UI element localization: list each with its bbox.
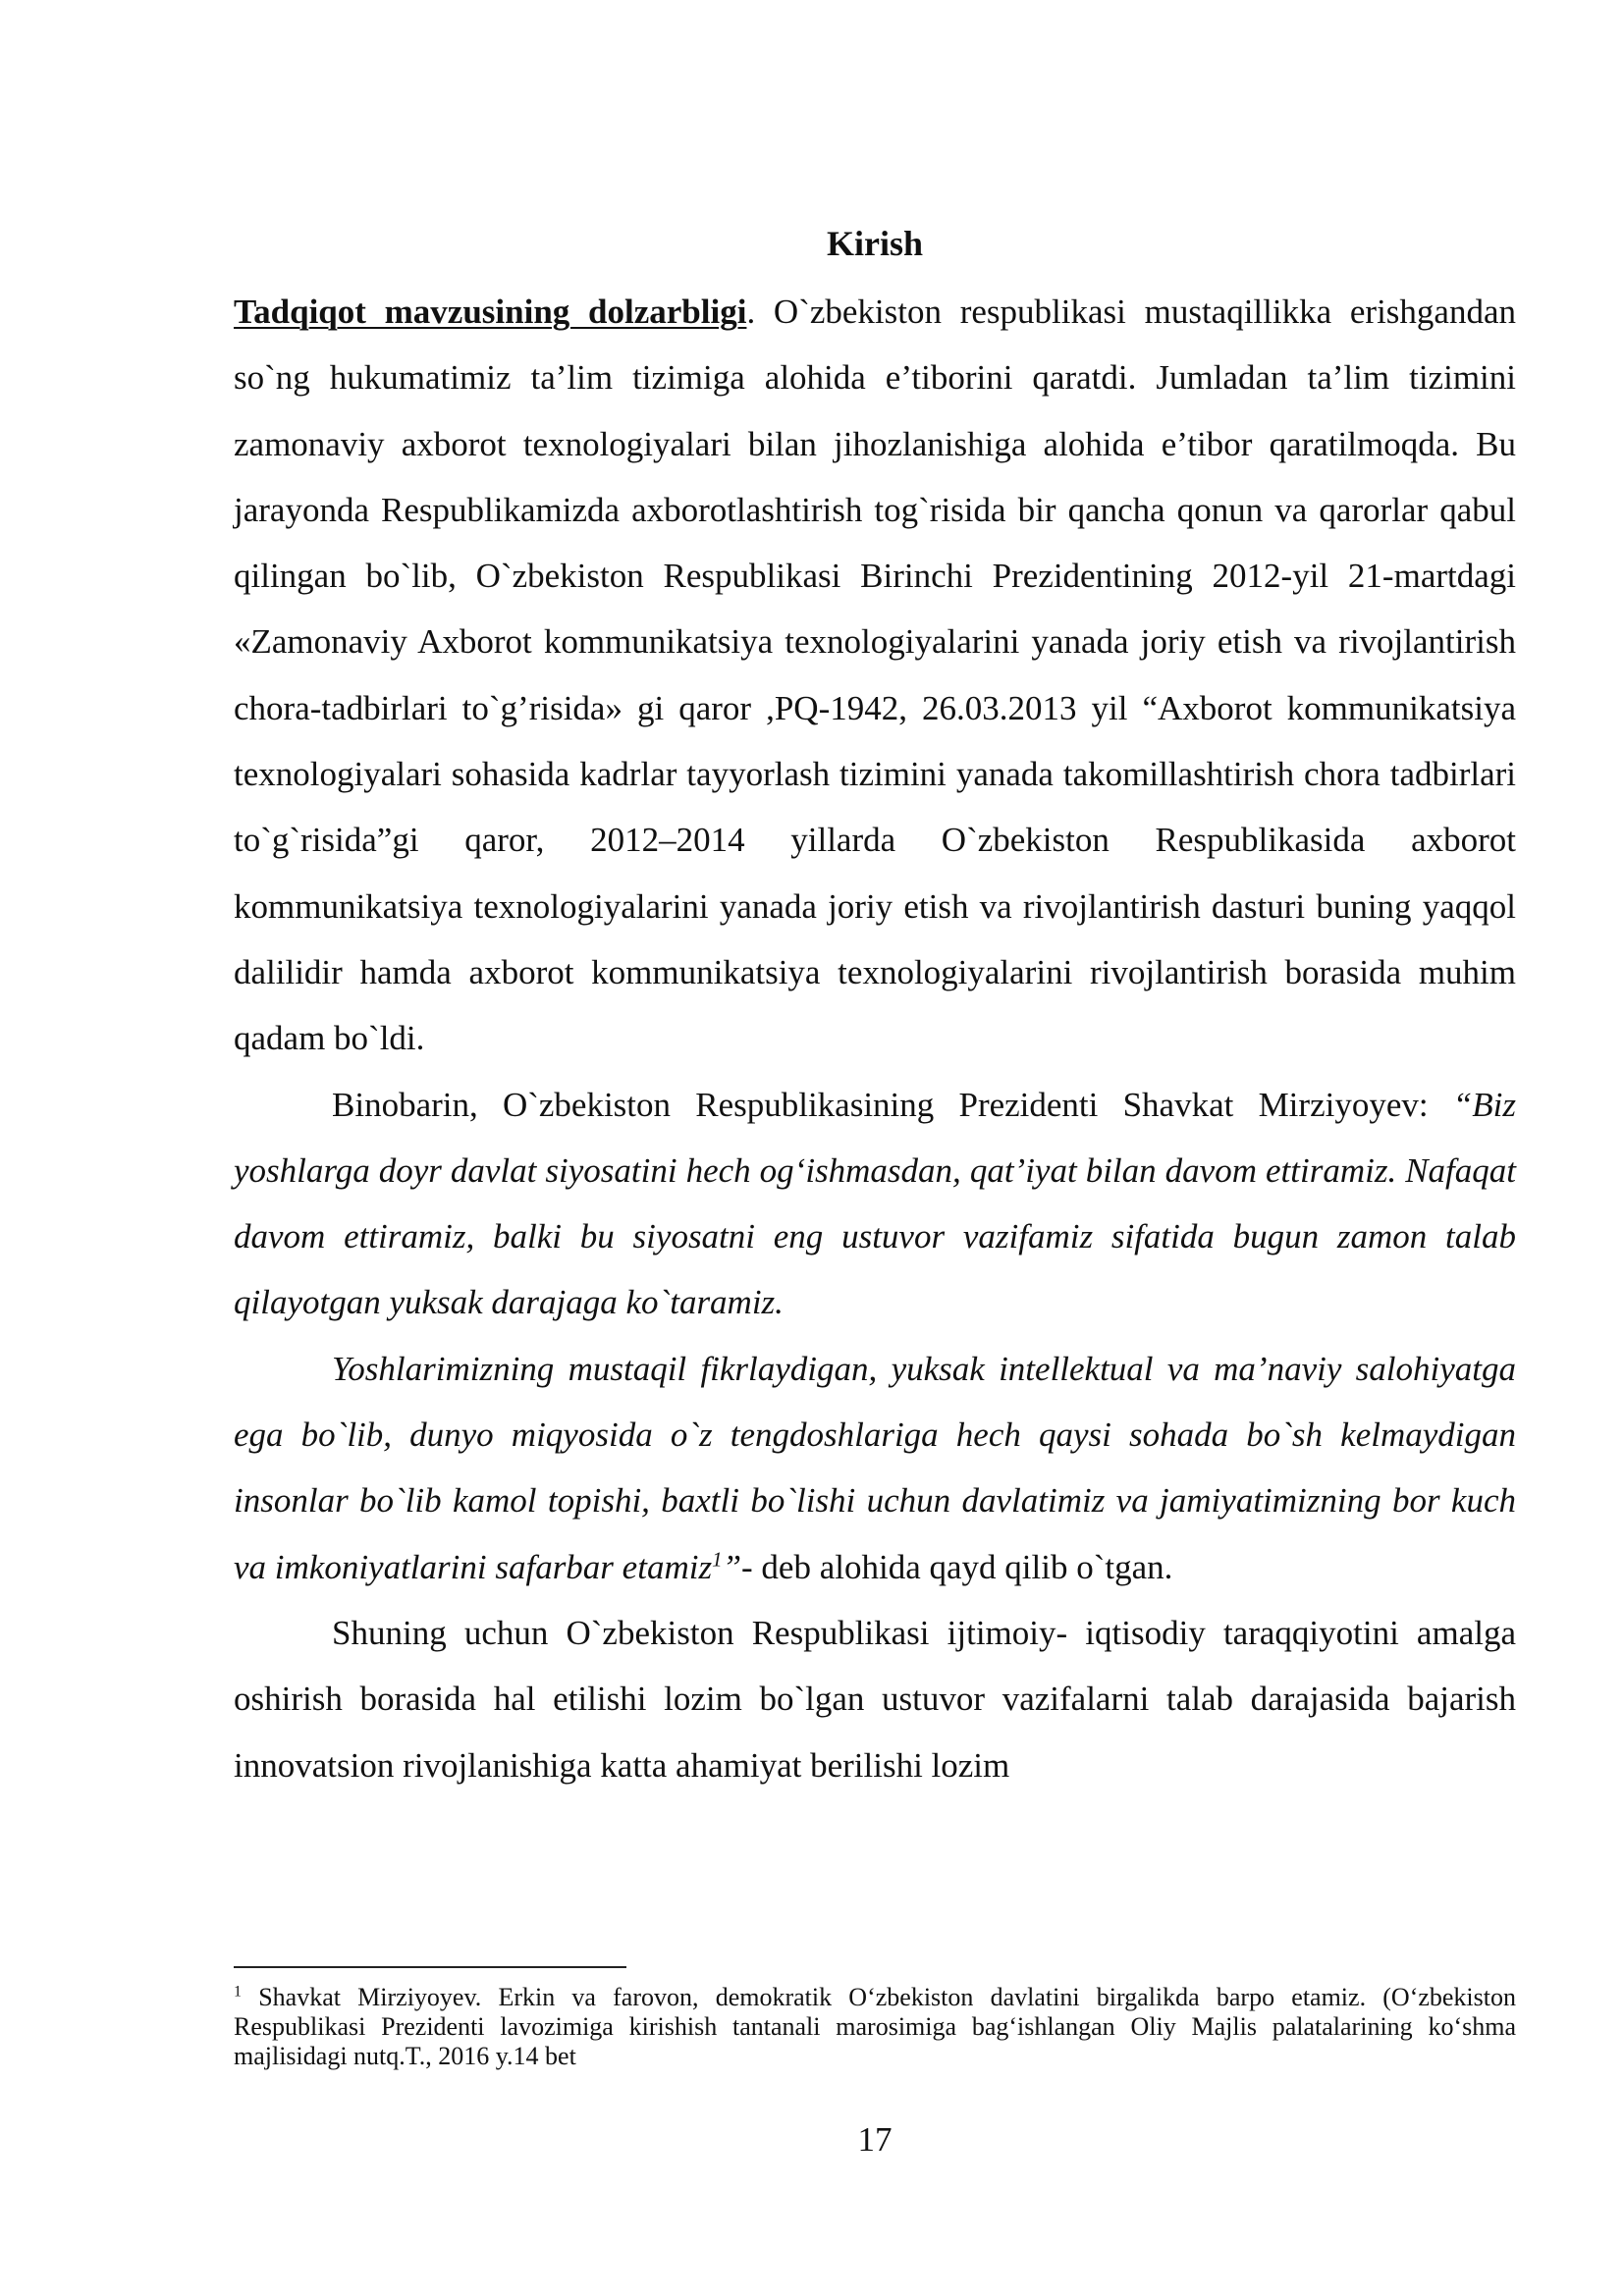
footnote-reference[interactable]: 1 [712,1546,723,1571]
paragraph-youth-quote [234,1336,1516,1600]
development-text: Shuning uchun O`zbekiston Respublikasi ijtimoiy- iqtisodiy taraqqiyotini amalga oshirish borasida hal etilishi lozim bo`lgan ustuvor vazifalarni talab darajasida bajarish innovatsion rivojlanishiga katta ahamiyat berilishi lozim [234,1613,1516,1785]
section-heading: Kirish [826,224,923,263]
paragraph-relevance [234,279,1516,1072]
footnote-number: 1 [234,1983,242,2001]
quote-intro: Binobarin, O`zbekiston Respublikasining Prezidenti Shavkat Mirziyoyev: [332,1085,1453,1124]
quote-closing-mark: ” [722,1547,742,1586]
relevance-title: Tadqiqot mavzusining dolzarbligi [234,293,747,331]
footnote [234,1983,1516,2071]
body-text [234,279,1516,1798]
youth-quote-text: Yoshlarimizning mustaqil fikrlaydigan, yuksak intellektual va ma’naviy salohiyatga ega bo`lib, dunyo miqyosida o`z tengdoshlariga hech qaysi sohada bo`sh kelmaydigan insonlar bo`lib kamol topishi, baxtli bo`lishi uchun davlatimiz va jamiyatimizning bor kuch va imkoniyatlarini safarbar etamiz [234,1349,1516,1586]
youth-quote-tail: - deb alohida qayd qilib o`tgan. [741,1547,1173,1586]
paragraph-development [234,1600,1516,1798]
relevance-text: . O`zbekiston respublikasi mustaqillikka erishgandan so`ng hukumatimiz ta’lim tizimiga alohida e’tiborini qaratdi. Jumladan ta’lim tizimini zamonaviy axborot texnologiyalari bilan jihozlanishiga alohida e’tibor qaratilmoqda. Bu jarayonda Respublikamizda axborotlashtirish tog`risida bir qancha qonun va qarorlar qabul qilingan bo`lib, O`zbekiston Respublikasi Birinchi Prezidentining 2012-yil 21-martdagi «Zamonaviy Axborot kommunikatsiya texnologiyalarini yanada joriy etish va rivojlantirish chora-tadbirlari to`g’risida» gi qaror ,PQ-1942, 26.03.2013 yil “Axborot kommunikatsiya texnologiyalari sohasida kadrlar tayyorlash tizimini yanada takomillashtirish chora tadbirlari to`g`risida”gi qaror, 2012–2014 yillarda O`zbekiston Respublikasida axborot kommunikatsiya texnologiyalarini yanada joriy etish va rivojlantirish dasturi buning yaqqol dalilidir hamda axborot kommunikatsiya texnologiyalarini rivojlantirish borasida muhim qadam bo`ldi. [234,293,1516,1058]
page-number: 17 [857,2120,893,2159]
footnote-separator [234,1966,626,1968]
footnote-text: Shavkat Mirziyoyev. Erkin va farovon, demokratik O‘zbekiston davlatini birgalikda barpo etamiz. (O‘zbekiston Respublikasi Prezidenti lavozimiga kirishish tantanali marosimiga bag‘ishlangan Oliy Majlis palatalarining ko‘shma majlisidagi nutq.T., 2016 y.14 bet [234,1983,1516,2070]
quote-text: “Biz yoshlarga doyr davlat siyosatini hech og‘ishmasdan, qat’iyat bilan davom ettiramiz. Nafaqat davom ettiramiz, balki bu siyosatni eng ustuvor vazifamiz sifatida bugun zamon talab qilayotgan yuksak darajaga ko`taramiz. [234,1085,1516,1322]
paragraph-president-quote [234,1072,1516,1336]
